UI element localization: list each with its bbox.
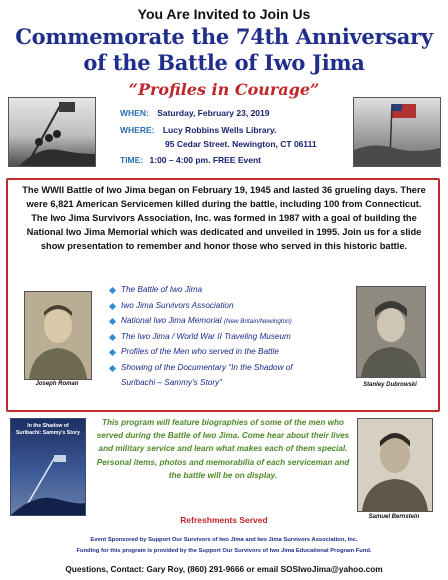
when-label: WHEN: <box>120 108 149 118</box>
list-item: National Iwo Jima Memorial (New Britain/Newington) <box>110 316 350 332</box>
bullet-diamond-icon <box>109 349 116 356</box>
contact-line: Questions, Contact: Gary Roy, (860) 291-9666 or email SOSIwoJima@yahoo.com <box>65 564 383 574</box>
invite-heading: You Are Invited to Join Us <box>137 6 311 22</box>
where-row <box>120 125 276 135</box>
memorial-photo <box>353 97 441 167</box>
when-row <box>120 108 269 118</box>
intro-paragraph: The WWII Battle of Iwo Jima began on February 19, 1945 and lasted 36 grueling days. There were 6,821 American Servicemen killed during the battle, including 100 from Connecticut. The Iwo Jima Survivors Association, Inc. was formed in 1987 with a goal of building the National Iwo Jima Memorial which was dedicated and unveiled in 1995. Join us for a slide show presentation to remember and honor those who served in this historic battle. <box>22 185 426 251</box>
book-cover <box>10 418 86 516</box>
subtitle: “Profiles in Courage” <box>128 80 320 99</box>
bullet-diamond-icon <box>109 333 116 340</box>
list-item: Iwo Jima Survivors Association <box>110 301 350 317</box>
book-cover-image <box>11 445 85 515</box>
portrait-joseph-roman <box>24 291 92 380</box>
bullet-diamond-icon <box>109 364 116 371</box>
bullet-diamond-icon <box>109 287 116 294</box>
refreshments-note: Refreshments Served <box>180 515 268 525</box>
list-item: The Battle of Iwo Jima <box>110 285 350 301</box>
list-item: Showing of the Documentary “In the Shadow of <box>110 363 350 379</box>
time-label: TIME: <box>120 155 144 165</box>
program-description: This program will feature biographies of some of the men who served during the Battle of Iwo Jima. Come hear about their lives and military service and learn what makes each of them special. Personal items, photos and memorabilia of each serviceman and the battle will be on display. <box>96 418 350 480</box>
bullet-diamond-icon <box>109 318 116 325</box>
sponsor-line-1: Event Sponsored by Support Our Survivors of Iwo Jima and Iwo Jima Survivors Association, Inc. <box>90 537 358 543</box>
book-cover-title: In the Shadow of Suribachi: Sammy's Story <box>15 423 81 436</box>
when-value: Saturday, February 23, 2019 <box>157 108 270 118</box>
list-item: The Iwo Jima / World War II Traveling Museum <box>110 332 350 348</box>
caption-stanley-dubrowski: Stanley Dubrowski <box>363 382 417 388</box>
sponsor-line-2: Funding for this program is provided by the Support Our Survivors of Iwo Jima Educational Program Fund. <box>76 548 372 554</box>
where-label: WHERE: <box>120 125 155 135</box>
where-row-2 <box>165 139 317 149</box>
portrait-image-left <box>25 292 91 379</box>
list-item: Suribachi – Sammy’s Story” <box>121 378 222 387</box>
portrait-image-right <box>357 287 425 377</box>
portrait-image-bottom <box>358 419 432 511</box>
caption-samuel-bernstein: Samuel Bernstein <box>368 514 420 520</box>
caption-joseph-roman: Joseph Roman <box>35 381 79 387</box>
portrait-stanley-dubrowski <box>356 286 426 378</box>
bullet-diamond-icon <box>109 302 116 309</box>
title-line-2: of the Battle of Iwo Jima <box>83 50 365 75</box>
portrait-samuel-bernstein <box>357 418 433 512</box>
flag-raising-image <box>9 98 95 166</box>
title-line-1: Commemorate the 74th Anniversary <box>15 24 433 49</box>
flag-raising-photo <box>8 97 96 167</box>
time-row <box>120 155 261 165</box>
where-line-1: Lucy Robbins Wells Library. <box>162 125 277 135</box>
memorial-image <box>354 98 440 166</box>
topics-list <box>110 285 350 394</box>
where-line-2: 95 Cedar Street. Newington, CT 06111 <box>165 139 317 149</box>
time-value: 1:00 – 4:00 pm. FREE Event <box>149 155 262 165</box>
list-item: Profiles of the Men who served in the Battle <box>110 347 350 363</box>
